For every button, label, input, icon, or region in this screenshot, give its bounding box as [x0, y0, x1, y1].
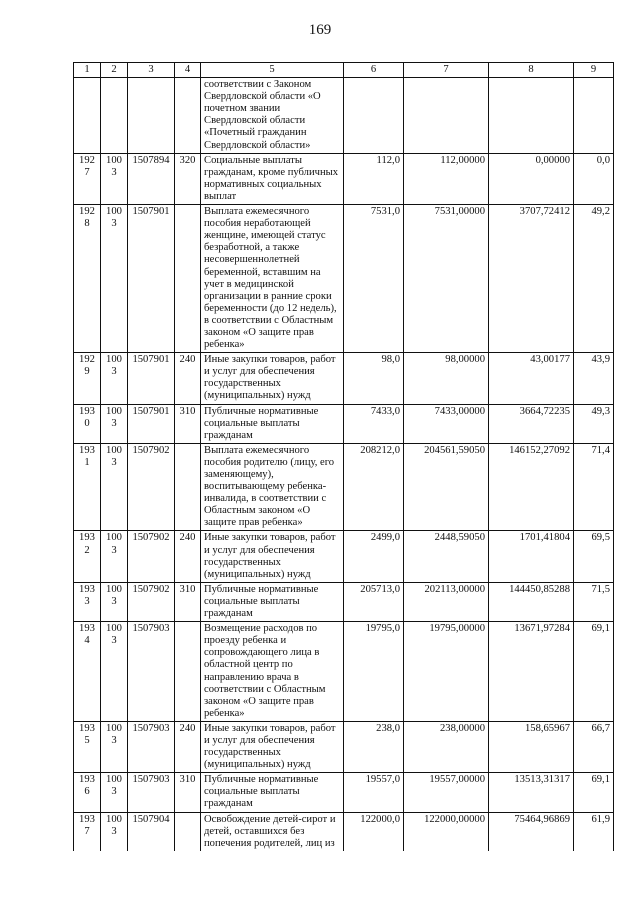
approved-amount: 202113,00000: [404, 582, 489, 621]
executed-amount: 3664,72235: [489, 404, 574, 443]
table-header-row: [74, 63, 614, 78]
row-number: 1934: [74, 622, 101, 722]
table-row: [74, 721, 614, 772]
row-number: 1932: [74, 531, 101, 582]
approved-amount: 98,00000: [404, 353, 489, 404]
item-description: Иные закупки товаров, работ и услуг для обеспечения государственных (муниципальных) нужд: [201, 353, 344, 404]
table-row: [74, 531, 614, 582]
approved-amount: [404, 78, 489, 154]
executed-amount: [489, 78, 574, 154]
item-description: Выплата ежемесячного пособия неработающей женщине, имеющей статус безработной, а также несовершеннолетней беременной, вставшим на учет в медицинской организации в ранние сроки беременности (до 12 недель), в соответствии с Областным законом «О защите прав ребенка»: [201, 205, 344, 353]
target-code: 1507903: [128, 721, 175, 772]
item-description: Освобождение детей-сирот и детей, оставшихся без попечения родителей, лиц из: [201, 812, 344, 851]
executed-amount: 1701,41804: [489, 531, 574, 582]
execution-percent: 71,5: [574, 582, 614, 621]
approved-amount: 122000,00000: [404, 812, 489, 851]
target-code: 1507904: [128, 812, 175, 851]
section-code: 1003: [101, 721, 128, 772]
item-description: Публичные нормативные социальные выплаты гражданам: [201, 404, 344, 443]
expense-type-code: 240: [175, 353, 201, 404]
expense-type-code: 310: [175, 582, 201, 621]
column-header: 6: [344, 63, 404, 78]
executed-amount: 13671,97284: [489, 622, 574, 722]
table-row: [74, 353, 614, 404]
section-code: [101, 78, 128, 154]
plan-amount: 98,0: [344, 353, 404, 404]
executed-amount: 43,00177: [489, 353, 574, 404]
section-code: 1003: [101, 443, 128, 531]
plan-amount: 112,0: [344, 153, 404, 204]
row-number: 1937: [74, 812, 101, 851]
approved-amount: 19795,00000: [404, 622, 489, 722]
item-description: Иные закупки товаров, работ и услуг для обеспечения государственных (муниципальных) нужд: [201, 721, 344, 772]
section-code: 1003: [101, 773, 128, 812]
expense-type-code: 310: [175, 773, 201, 812]
execution-percent: 0,0: [574, 153, 614, 204]
section-code: 1003: [101, 404, 128, 443]
plan-amount: 208212,0: [344, 443, 404, 531]
expense-type-code: 240: [175, 531, 201, 582]
approved-amount: 7433,00000: [404, 404, 489, 443]
plan-amount: 19557,0: [344, 773, 404, 812]
approved-amount: 2448,59050: [404, 531, 489, 582]
execution-percent: [574, 78, 614, 154]
row-number: 1929: [74, 353, 101, 404]
table-row: [74, 443, 614, 531]
table-row: [74, 205, 614, 353]
execution-percent: 66,7: [574, 721, 614, 772]
table-row: [74, 773, 614, 812]
column-header: 1: [74, 63, 101, 78]
expense-type-code: 310: [175, 404, 201, 443]
section-code: 1003: [101, 531, 128, 582]
target-code: 1507894: [128, 153, 175, 204]
plan-amount: 2499,0: [344, 531, 404, 582]
section-code: 1003: [101, 582, 128, 621]
table-row: [74, 812, 614, 851]
approved-amount: 112,00000: [404, 153, 489, 204]
approved-amount: 204561,59050: [404, 443, 489, 531]
plan-amount: 122000,0: [344, 812, 404, 851]
item-description: Выплата ежемесячного пособия родителю (лицу, его заменяющему), воспитывающему ребенка-инвалида, в соответствии с Областным законом «О защите прав ребенка»: [201, 443, 344, 531]
column-header: 8: [489, 63, 574, 78]
target-code: 1507902: [128, 582, 175, 621]
column-header: 9: [574, 63, 614, 78]
plan-amount: 19795,0: [344, 622, 404, 722]
section-code: 1003: [101, 812, 128, 851]
target-code: 1507901: [128, 404, 175, 443]
executed-amount: 13513,31317: [489, 773, 574, 812]
expense-type-code: [175, 205, 201, 353]
target-code: 1507902: [128, 531, 175, 582]
row-number: 1936: [74, 773, 101, 812]
table-row: [74, 582, 614, 621]
item-description: Возмещение расходов по проезду ребенка и сопровождающего лица в областной центр по направлению врача в соответствии с Областным законом «О защите прав ребенка»: [201, 622, 344, 722]
execution-percent: 69,5: [574, 531, 614, 582]
target-code: 1507902: [128, 443, 175, 531]
target-code: 1507901: [128, 353, 175, 404]
table-row: [74, 153, 614, 204]
table-row: [74, 622, 614, 722]
execution-percent: 61,9: [574, 812, 614, 851]
executed-amount: 146152,27092: [489, 443, 574, 531]
executed-amount: 158,65967: [489, 721, 574, 772]
plan-amount: 7433,0: [344, 404, 404, 443]
column-header: 3: [128, 63, 175, 78]
table-row: [74, 78, 614, 154]
column-header: 5: [201, 63, 344, 78]
target-code: 1507901: [128, 205, 175, 353]
page-number: 169: [308, 22, 332, 38]
approved-amount: 238,00000: [404, 721, 489, 772]
row-number: 1928: [74, 205, 101, 353]
executed-amount: 0,00000: [489, 153, 574, 204]
column-header: 7: [404, 63, 489, 78]
budget-table: [73, 62, 614, 851]
plan-amount: 205713,0: [344, 582, 404, 621]
expense-type-code: [175, 622, 201, 722]
column-header: 4: [175, 63, 201, 78]
expense-type-code: [175, 812, 201, 851]
executed-amount: 144450,85288: [489, 582, 574, 621]
execution-percent: 69,1: [574, 622, 614, 722]
section-code: 1003: [101, 153, 128, 204]
target-code: [128, 78, 175, 154]
target-code: 1507903: [128, 622, 175, 722]
expense-type-code: 240: [175, 721, 201, 772]
target-code: 1507903: [128, 773, 175, 812]
expense-type-code: [175, 78, 201, 154]
row-number: 1935: [74, 721, 101, 772]
column-header: 2: [101, 63, 128, 78]
row-number: 1927: [74, 153, 101, 204]
expense-type-code: [175, 443, 201, 531]
item-description: Социальные выплаты гражданам, кроме публичных нормативных социальных выплат: [201, 153, 344, 204]
item-description: Публичные нормативные социальные выплаты гражданам: [201, 582, 344, 621]
execution-percent: 71,4: [574, 443, 614, 531]
section-code: 1003: [101, 205, 128, 353]
plan-amount: [344, 78, 404, 154]
execution-percent: 49,3: [574, 404, 614, 443]
row-number: [74, 78, 101, 154]
executed-amount: 75464,96869: [489, 812, 574, 851]
execution-percent: 43,9: [574, 353, 614, 404]
plan-amount: 238,0: [344, 721, 404, 772]
plan-amount: 7531,0: [344, 205, 404, 353]
expense-type-code: 320: [175, 153, 201, 204]
executed-amount: 3707,72412: [489, 205, 574, 353]
section-code: 1003: [101, 622, 128, 722]
approved-amount: 19557,00000: [404, 773, 489, 812]
item-description: соответствии с Законом Свердловской области «О почетном звании Свердловской области «Почетный гражданин Свердловской области»: [201, 78, 344, 154]
item-description: Публичные нормативные социальные выплаты гражданам: [201, 773, 344, 812]
row-number: 1930: [74, 404, 101, 443]
row-number: 1931: [74, 443, 101, 531]
row-number: 1933: [74, 582, 101, 621]
approved-amount: 7531,00000: [404, 205, 489, 353]
execution-percent: 49,2: [574, 205, 614, 353]
section-code: 1003: [101, 353, 128, 404]
table-row: [74, 404, 614, 443]
execution-percent: 69,1: [574, 773, 614, 812]
item-description: Иные закупки товаров, работ и услуг для обеспечения государственных (муниципальных) нужд: [201, 531, 344, 582]
